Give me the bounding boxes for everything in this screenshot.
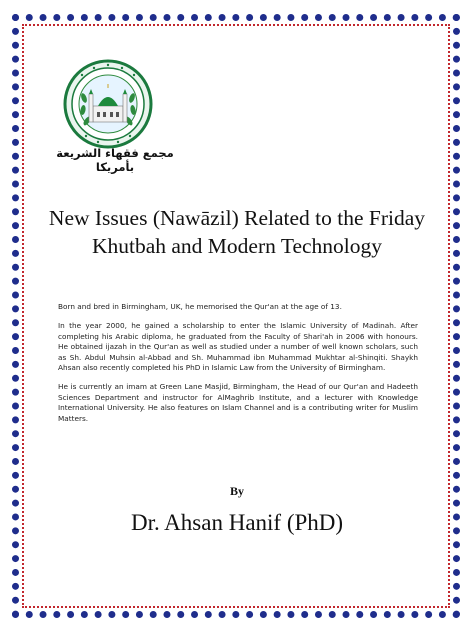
bio-paragraph: He is currently an imam at Green Lane Masjid, Birmingham, the Head of our Qur'an and Hadeeth Sciences Department and instructor for AlMaghrib Institute, and a lecturer with Knowledge International University. He also features on Islam Channel and is a contributing writer for Muslim Matters. [58,382,418,423]
organization-seal-icon [62,58,154,150]
author-biography [58,302,418,433]
by-label: By [229,484,244,498]
bio-paragraph: In the year 2000, he gained a scholarship to enter the Islamic University of Madinah. After completing his Arabic diploma, he graduated from the Faculty of Shari'ah in 2006 with honours. He obtained ijazah in the Qur'an as well as studied under a number of well known scholars, such as Sh. Abdul Muhsin al-Abbad and Sh. Muhammad ibn Muhammad Mukhtar al-Shinqiti. Shaykh Ahsan also recently completed his PhD in Islamic Law from the University of Birmingham. [58,321,418,373]
author-name: Dr. Ahsan Hanif (PhD) [130,510,344,535]
bio-paragraph: Born and bred in Birmingham, UK, he memorised the Qur'an at the age of 13. [58,302,342,311]
document-title: New Issues (Nawāzil) Related to the Friday Khutbah and Modern Technology [48,206,426,258]
organization-name-arabic: مجمع فقهاء الشريعة بأمريكا [56,146,174,174]
